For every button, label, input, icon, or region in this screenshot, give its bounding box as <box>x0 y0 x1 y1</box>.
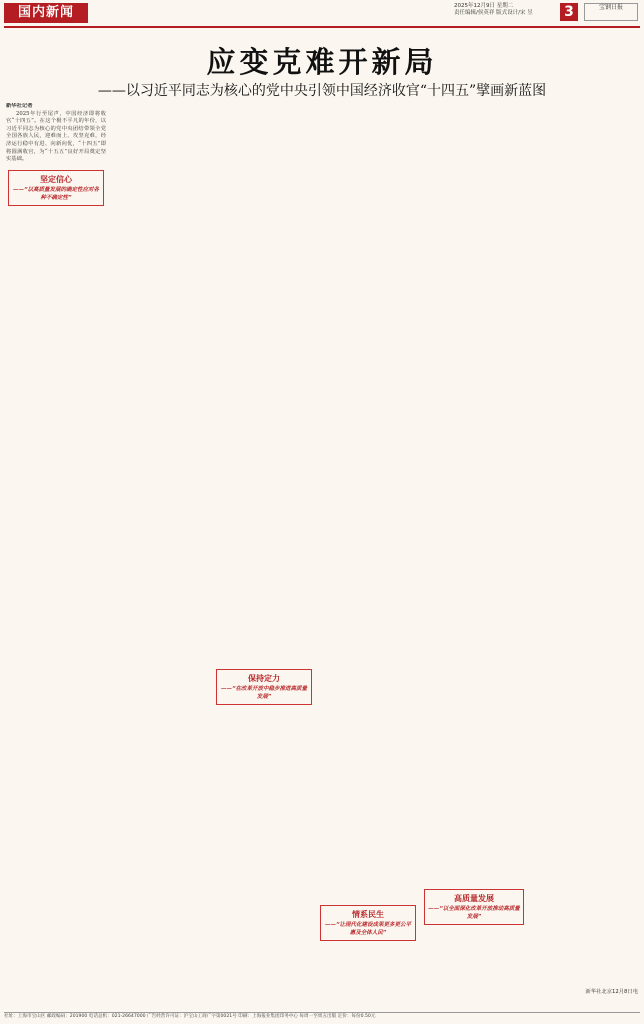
issue-editors: 责任编辑/侯英祥 版式设计/宋 昱 <box>454 10 533 16</box>
headline: 应变克难开新局 <box>206 45 438 79</box>
issue-info <box>454 3 533 17</box>
column-spacer <box>422 103 526 883</box>
section-heading-1 <box>8 170 104 206</box>
section-heading-4 <box>424 889 524 925</box>
section-heading-quote: ——“让现代化建设成果更多更公平惠及全体人民” <box>324 922 412 936</box>
subheadline: ——以习近平同志为核心的党中央引领中国经济收官“十四五”擘画新蓝图 <box>97 83 547 99</box>
section-tab: 国内新闻 <box>4 3 88 23</box>
intro-paragraph: 2025年行至尾声，中国经济即将收官“十四五”。在这个极不平凡的年份，以习近平同志为核心的党中央团结带领全党全国各族人民，迎难而上、攻坚克难，经济运行稳中有进、向新向优，“十四五”即将圆满收官，为“十五五”良好开局奠定坚实基础。 <box>6 110 106 163</box>
article-column-2 <box>110 103 210 1009</box>
section-heading-quote: ——“在改革开放中稳步推进高质量发展” <box>220 686 308 700</box>
section-heading-quote: ——“以全面深化改革开放推动高质量发展” <box>428 906 520 920</box>
section-heading-text: 保持定力 <box>248 674 280 683</box>
issue-date: 2025年12月9日 星期二 <box>454 3 514 9</box>
masthead <box>0 0 644 26</box>
section-heading-quote: ——“以高质量发展的确定性应对各种不确定性” <box>12 186 100 201</box>
article-column-4 <box>318 103 418 1009</box>
article-column-6 <box>530 103 638 1009</box>
page-number: 3 <box>560 3 578 21</box>
header-rule <box>4 26 640 28</box>
column-spacer <box>530 103 638 989</box>
article-column-3 <box>214 103 314 1009</box>
section-heading-3 <box>320 905 416 941</box>
column-spacer <box>214 103 314 663</box>
newspaper-logo: 宝钢日报 <box>584 3 638 21</box>
section-heading-text: 高质量发展 <box>454 894 494 903</box>
section-heading-text: 情系民生 <box>352 910 384 919</box>
section-heading-text: 坚定信心 <box>40 174 72 184</box>
column-spacer <box>318 103 418 899</box>
article-column-1 <box>6 103 106 1009</box>
article-column-5 <box>422 103 526 1009</box>
byline: 新华社记者 <box>6 103 33 109</box>
section-heading-2 <box>216 669 312 705</box>
signoff: 新华社北京12月8日电 <box>585 989 638 995</box>
page-footer: 社址：上海市宝山区 邮政编码：201900 电话总机：021-26647000 广告经营许可证：沪宝山工商广字第0021号 印刷：上海报业集团印务中心 每周一至周五出版 定价：每份0.50元 <box>4 1012 640 1021</box>
